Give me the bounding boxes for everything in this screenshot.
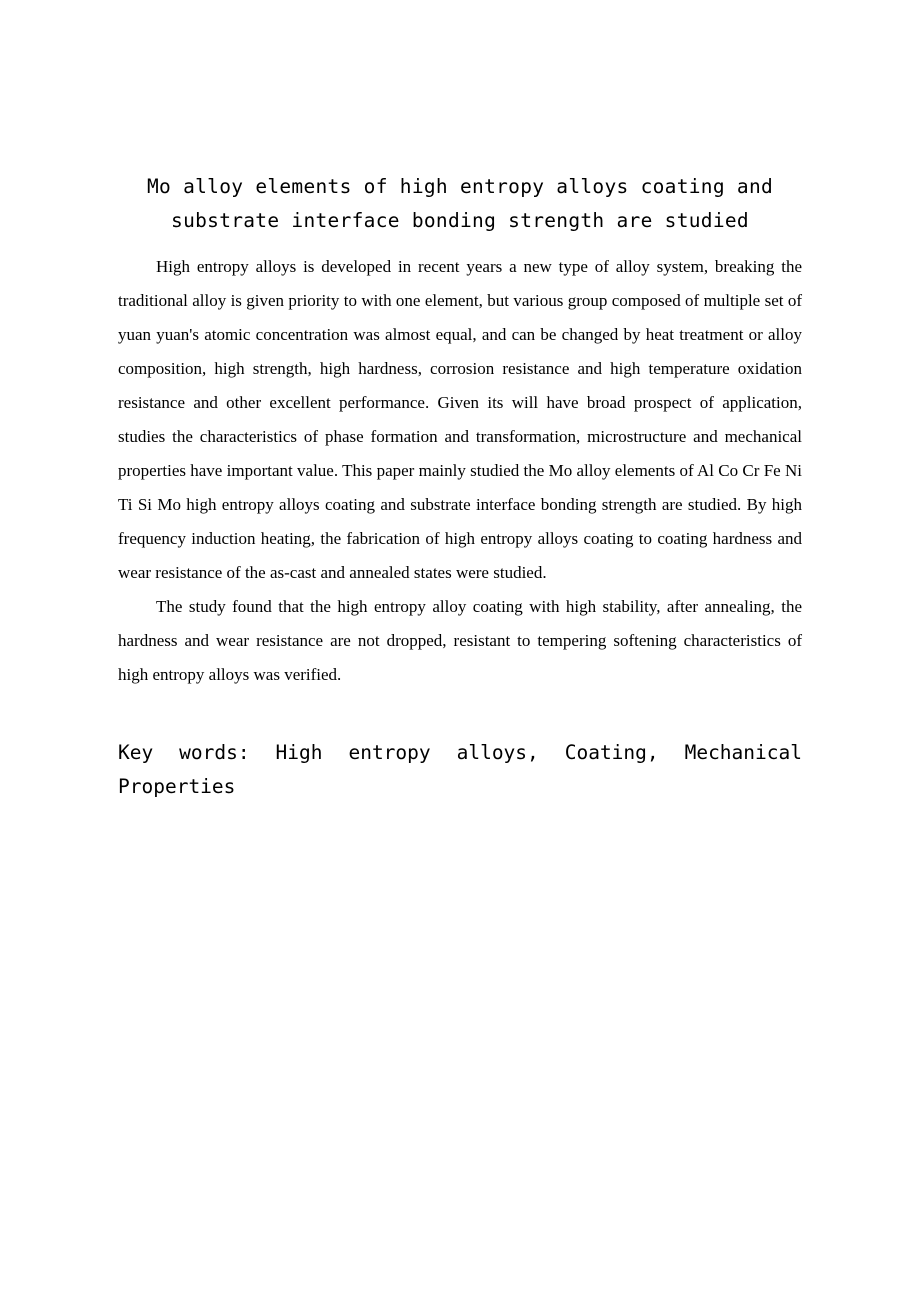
abstract — [118, 250, 802, 692]
abstract-paragraph-1: High entropy alloys is developed in recent years a new type of alloy system, breaking the traditional alloy is given priority to with one element, but various group composed of multiple set of yuan yuan's atomic concentration was almost equal, and can be changed by heat treatment or alloy composition, high strength, high hardness, corrosion resistance and high temperature oxidation resistance and other excellent performance. Given its will have broad prospect of application, studies the characteristics of phase formation and transformation, microstructure and mechanical properties have important value. This paper mainly studied the Mo alloy elements of Al Co Cr Fe Ni Ti Si Mo high entropy alloys coating and substrate interface bonding strength are studied. By high frequency induction heating, the fabrication of high entropy alloys coating to coating hardness and wear resistance of the as-cast and annealed states were studied. — [118, 257, 802, 582]
keywords: Key words: High entropy alloys, Coating, Mechanical Properties — [118, 741, 802, 798]
abstract-paragraph-2: The study found that the high entropy alloy coating with high stability, after annealing, the hardness and wear resistance are not dropped, resistant to tempering softening characteristics of high entropy alloys was verified. — [118, 597, 802, 684]
paper-title: Mo alloy elements of high entropy alloys coating and substrate interface bonding strength are studied — [146, 175, 774, 232]
